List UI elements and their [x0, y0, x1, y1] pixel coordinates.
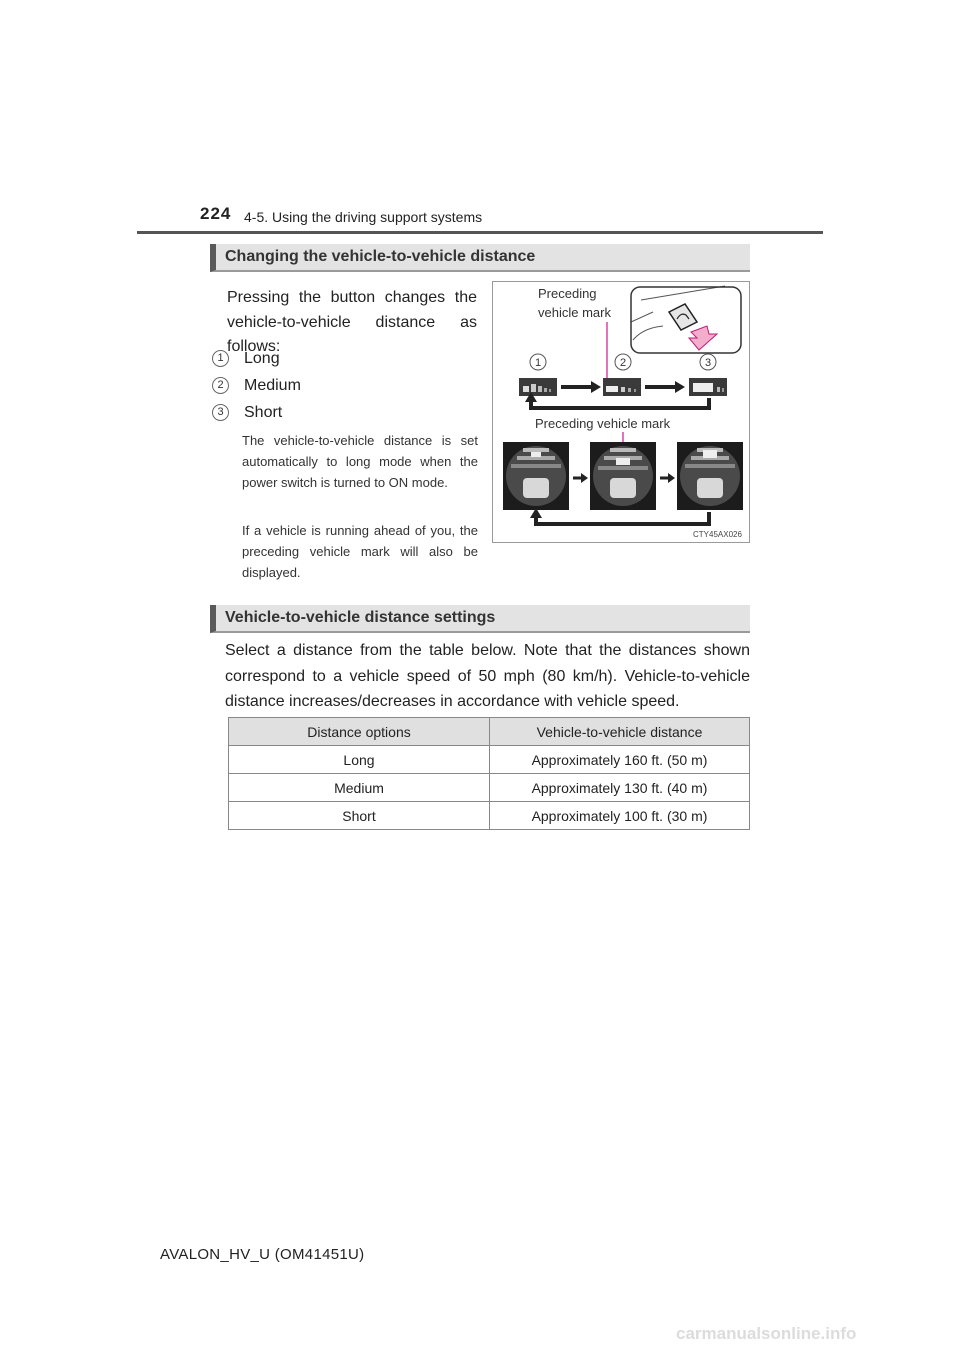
list-item-medium [212, 377, 301, 395]
settings-body-text: Select a distance from the table below. Note that the distances shown correspond to a vehicle speed of 50 mph (80 km/h). Vehicle-to-vehicle distance increases/decreases in accordance with vehicle speed. [225, 642, 750, 710]
table-header-cell: Vehicle-to-vehicle distance [490, 718, 750, 746]
table-row [229, 746, 750, 774]
table-header-row [229, 718, 750, 746]
circle-number: 2 [212, 377, 229, 394]
section-reference: 4-5. Using the driving support systems [244, 209, 483, 225]
header-rule [137, 231, 823, 234]
display-screen-medium [590, 442, 656, 510]
display-icon-short [689, 378, 727, 396]
figure-label-preceding-top: Preceding [538, 286, 597, 301]
table-cell: Approximately 130 ft. (40 m) [490, 774, 750, 802]
distance-figure [492, 281, 750, 543]
figure-number-1: 1 [534, 357, 542, 369]
table-cell: Medium [229, 774, 490, 802]
intro-text: Pressing the button changes the vehicle-to-vehicle distance as follows: [227, 289, 477, 355]
display-screen-short [677, 442, 743, 510]
figure-number-2: 2 [619, 357, 627, 369]
display-icon-long [519, 378, 557, 396]
table-cell: Short [229, 802, 490, 830]
figure-label-preceding-mid: Preceding vehicle mark [535, 416, 671, 431]
distance-table [228, 717, 750, 830]
section-heading-distance-settings [210, 605, 750, 633]
section-heading-text: Changing the vehicle-to-vehicle distance [225, 248, 536, 265]
arrow-right-icon [660, 473, 675, 483]
table-cell: Approximately 160 ft. (50 m) [490, 746, 750, 774]
note-preceding-vehicle: If a vehicle is running ahead of you, the preceding vehicle mark will also be displayed. [242, 523, 478, 580]
list-item-label: Long [244, 350, 280, 367]
section-heading-text: Vehicle-to-vehicle distance settings [225, 609, 496, 626]
arrow-right-icon [573, 473, 588, 483]
table-row [229, 774, 750, 802]
table-header-cell: Distance options [229, 718, 490, 746]
distance-illustration [493, 282, 749, 542]
circle-number: 1 [212, 350, 229, 367]
arrow-right-icon [645, 381, 685, 393]
footer-model: AVALON_HV_U (OM41451U) [160, 1246, 365, 1263]
table-row [229, 802, 750, 830]
section-heading-distance-change [210, 244, 750, 272]
table-cell: Approximately 100 ft. (30 m) [490, 802, 750, 830]
page-number: 224 [200, 204, 232, 223]
figure-label-vehicle-mark-top: vehicle mark [538, 305, 611, 320]
list-item-long [212, 350, 280, 368]
return-arrow-icon [530, 508, 709, 524]
steering-switch-illustration [631, 286, 741, 353]
watermark: carmanualsonline.info [676, 1324, 857, 1343]
display-screen-long [503, 442, 569, 510]
list-item-label: Medium [244, 377, 301, 394]
table-cell: Long [229, 746, 490, 774]
circle-number: 3 [212, 404, 229, 421]
note-default-mode: The vehicle-to-vehicle distance is set automatically to long mode when the power switch is turned to ON mode. [242, 433, 478, 490]
list-item-short [212, 404, 282, 422]
list-item-label: Short [244, 404, 283, 421]
display-icon-medium [603, 378, 641, 396]
figure-code: CTY45AX026 [693, 530, 742, 539]
arrow-right-icon [561, 381, 601, 393]
figure-number-3: 3 [704, 357, 712, 369]
